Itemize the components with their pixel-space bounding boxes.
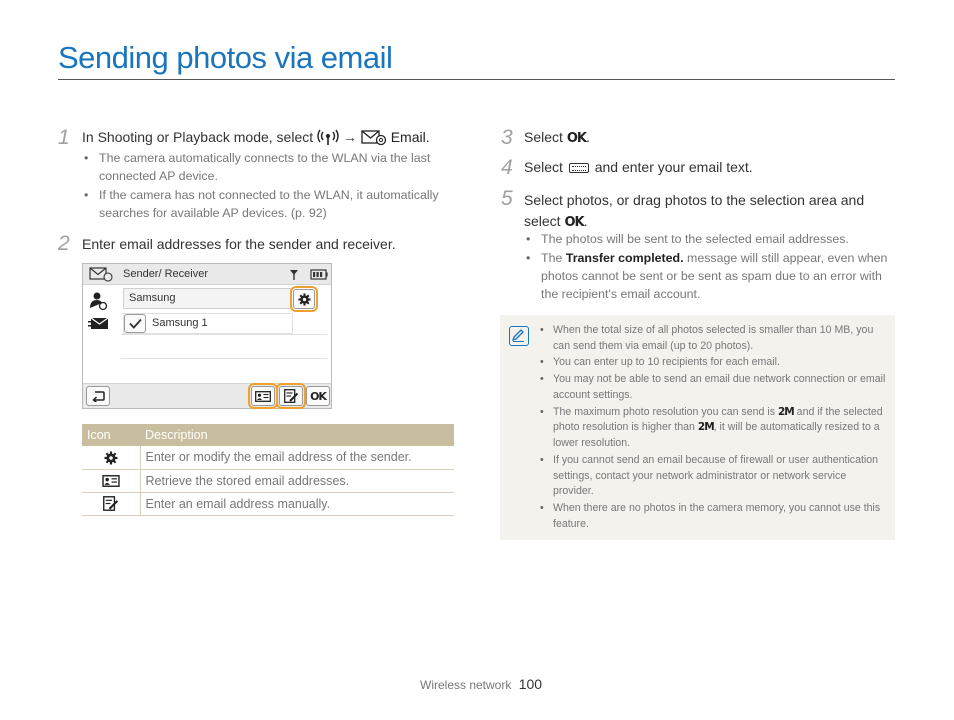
resolution-icon: 2M (697, 421, 714, 434)
address-book-icon (102, 475, 120, 487)
list-item: • You can enter up to 10 recipients for each email. (536, 355, 886, 371)
step-5-text: Select photos, or drag photos to the selection area and select OK. (524, 192, 865, 230)
divider (121, 358, 327, 359)
step-5-number: 5 (501, 187, 513, 210)
wireless-icon (317, 129, 339, 147)
edit-button[interactable] (279, 386, 303, 406)
signal-icon (289, 269, 299, 280)
table-cell-icon (82, 446, 140, 469)
divider (121, 334, 327, 335)
email-icon (89, 267, 113, 282)
step-2-number: 2 (58, 232, 70, 255)
screen-toolbar (83, 383, 331, 408)
sender-icon (89, 291, 109, 311)
ok-icon: OK (564, 215, 584, 230)
table-cell-desc: Enter or modify the email address of the sender. (140, 446, 454, 469)
sender-field[interactable]: Samsung (123, 288, 291, 309)
battery-icon (310, 269, 328, 280)
page-footer (420, 676, 542, 692)
list-item: • If you cannot send an email because of firewall or user authentication settings, contact your network administrator or network service provider. (536, 453, 886, 500)
page-number: 100 (518, 676, 543, 692)
note-box (500, 315, 895, 540)
list-item: • When the total size of all photos selected is smaller than 10 MB, you can send them via email (up to 20 photos). (536, 323, 886, 354)
list-item: • When there are no photos in the camera memory, you cannot use this feature. (536, 501, 886, 532)
page-title: Sending photos via email (58, 40, 393, 75)
screen-header (83, 264, 331, 285)
settings-icon (104, 451, 118, 465)
resolution-icon: 2M (777, 405, 794, 418)
table-header-row (82, 424, 454, 446)
back-button[interactable] (86, 386, 110, 406)
step-4-number: 4 (501, 156, 513, 179)
step-3-number: 3 (501, 126, 513, 149)
table-header: Description (140, 424, 454, 446)
table-cell-icon (82, 469, 140, 492)
receiver-checkbox[interactable] (124, 314, 146, 333)
table-cell-desc: Enter an email address manually. (140, 492, 454, 515)
footer-section: Wireless network (420, 678, 512, 692)
list-item: • The photos will be sent to the selected email addresses. (524, 230, 894, 248)
keyboard-icon (569, 163, 589, 173)
screen-header-label: Sender/ Receiver (123, 268, 208, 280)
list-item: • The camera automatically connects to the WLAN via the last connected AP device. (82, 149, 457, 185)
icon-table (82, 424, 454, 516)
sender-settings-button[interactable] (293, 289, 315, 309)
list-item: • If the camera has not connected to the WLAN, it automatically searches for available AP devices. (p. 92) (82, 186, 457, 222)
ok-icon: OK (566, 131, 586, 146)
receiver-field[interactable]: Samsung 1 (123, 313, 293, 334)
step-2-text: Enter email addresses for the sender and receiver. (82, 236, 396, 252)
check-icon (129, 318, 142, 329)
table-row (82, 446, 454, 469)
note-icon (509, 326, 529, 346)
email-icon (361, 130, 387, 146)
list-item: • The maximum photo resolution you can send is 2M and if the selected photo resolution is higher than 2M, it will be automatically resized to a lower resolution. (536, 405, 886, 452)
note-list (536, 323, 886, 534)
step-1-text: In Shooting or Playback mode, select → Email. (82, 129, 430, 147)
title-rule (58, 79, 895, 80)
back-icon (91, 390, 105, 402)
camera-screen (82, 263, 332, 409)
step-5-bullets (524, 230, 894, 304)
table-cell-icon (82, 492, 140, 515)
table-header: Icon (82, 424, 140, 446)
list-item: • The Transfer completed. message will still appear, even when photos cannot be sent or be sent as spam due to an error with the recipient's email account. (524, 249, 894, 303)
settings-icon (298, 293, 311, 306)
step-3-text: Select OK. (524, 129, 590, 146)
edit-icon (284, 389, 299, 403)
table-cell-desc: Retrieve the stored email addresses. (140, 469, 454, 492)
table-row (82, 492, 454, 515)
address-book-button[interactable] (251, 386, 275, 406)
table-row (82, 469, 454, 492)
list-item: • You may not be able to send an email due network connection or email account settings. (536, 372, 886, 403)
step-1-number: 1 (58, 126, 70, 149)
edit-icon (103, 496, 119, 511)
address-book-icon (255, 391, 271, 402)
ok-button[interactable]: OK (306, 386, 330, 406)
step-1-bullets (82, 149, 457, 223)
receiver-icon (88, 317, 110, 333)
step-4-text: Select and enter your email text. (524, 159, 753, 175)
